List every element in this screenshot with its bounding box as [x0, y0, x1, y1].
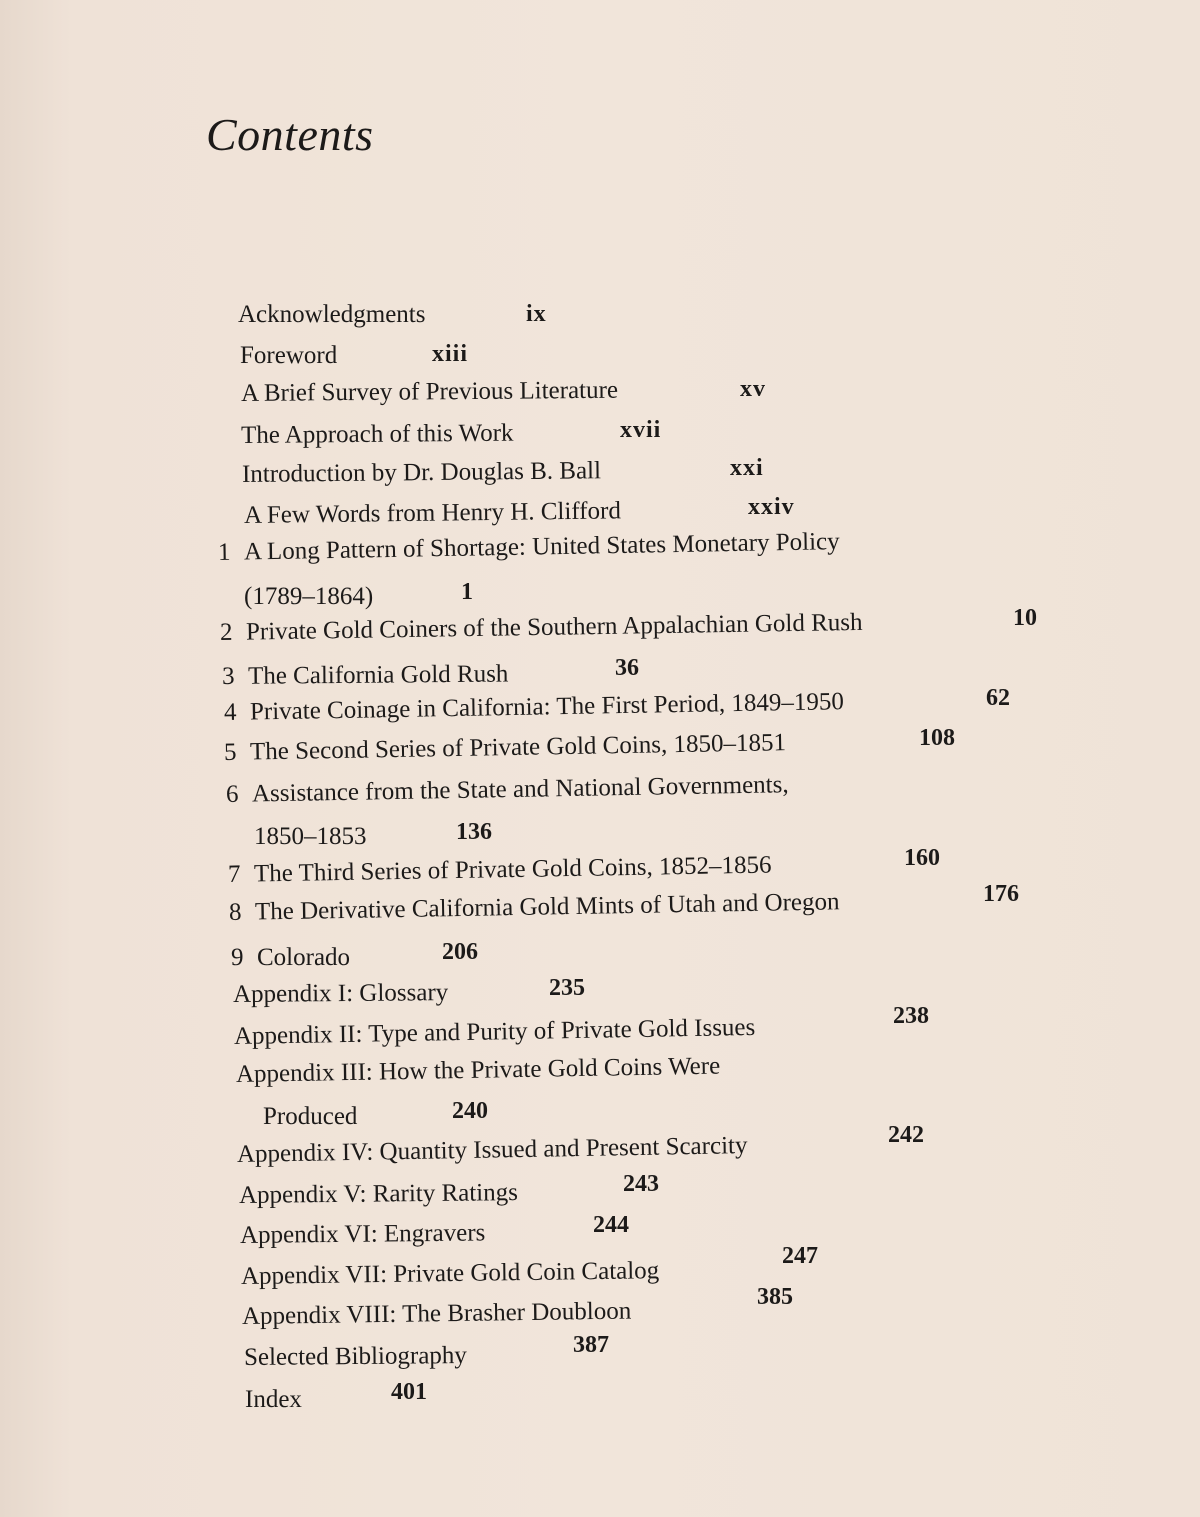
toc-entry-label: A Few Words from Henry H. Clifford — [243, 497, 622, 529]
toc-entry-appendix-8 — [242, 1299, 632, 1329]
toc-entry-chapter-9 — [231, 945, 350, 970]
toc-page-number: 176 — [983, 881, 1019, 907]
toc-entry-label: The Derivative California Gold Mints of Utah and Oregon — [254, 888, 840, 926]
toc-entry-chapter-8 — [229, 889, 840, 925]
toc-entry-index — [245, 1387, 302, 1412]
toc-entry-label: Appendix VIII: The Brasher Doubloon — [241, 1297, 632, 1330]
toc-entry-label: The Second Series of Private Gold Coins, 1850–1851 — [249, 729, 787, 766]
toc-page-number: xiii — [432, 341, 469, 367]
toc-entry-label: The California Gold Rush — [247, 660, 509, 690]
toc-entry-chapter-3 — [222, 662, 509, 689]
toc-entry-chapter-1 — [218, 529, 840, 565]
toc-entry-few-words — [244, 498, 621, 528]
toc-entry-label: Appendix VII: Private Gold Coin Catalog — [240, 1257, 660, 1290]
toc-entry-introduction — [242, 458, 601, 487]
toc-entry-label: Private Coinage in California: The First Period, 1849–1950 — [249, 688, 845, 726]
toc-page-number: 238 — [893, 1003, 929, 1029]
toc-entry-label: Index — [245, 1386, 302, 1413]
toc-entry-chapter-6 — [226, 772, 789, 807]
toc-entry-label: Selected Bibliography — [243, 1342, 467, 1371]
toc-entry-label: Appendix I: Glossary — [232, 979, 449, 1008]
toc-entry-label: The Third Series of Private Gold Coins, 1852–1856 — [253, 851, 772, 888]
toc-entry-label-continued: 1850–1853 — [254, 823, 367, 850]
toc-page-number: xxiv — [748, 494, 795, 520]
toc-chapter-number: 5 — [223, 738, 237, 766]
toc-entry-label-continued: (1789–1864) — [244, 583, 374, 610]
toc-entry-bibliography — [244, 1343, 467, 1370]
toc-page-number: xv — [740, 376, 766, 402]
toc-entry-appendix-5 — [239, 1180, 518, 1208]
toc-entry-chapter-5 — [224, 730, 786, 765]
toc-entry-label: Appendix V: Rarity Ratings — [238, 1179, 519, 1209]
toc-page-number: 10 — [1013, 605, 1037, 631]
toc-entry-chapter-7 — [228, 853, 772, 887]
toc-entry-approach — [241, 421, 514, 448]
toc-entry-chapter-2 — [220, 610, 863, 645]
toc-entry-label: Appendix VI: Engravers — [239, 1219, 486, 1249]
toc-chapter-number: 9 — [231, 944, 244, 971]
toc-entry-appendix-3-continued — [263, 1104, 357, 1129]
toc-page-number: ix — [526, 301, 547, 327]
toc-entry-label: Foreword — [240, 342, 338, 369]
toc-page-number: 243 — [623, 1171, 659, 1197]
toc-entry-acknowledgments — [238, 302, 425, 327]
toc-entry-chapter-6-continued — [254, 824, 367, 849]
toc-chapter-number: 1 — [217, 538, 231, 566]
toc-entry-label: Colorado — [257, 944, 351, 971]
toc-entry-label: Appendix IV: Quantity Issued and Present Scarcity — [236, 1132, 748, 1168]
toc-entry-label: A Long Pattern of Shortage: United States Monetary Policy — [243, 528, 840, 566]
toc-page-number: xvii — [620, 417, 662, 443]
toc-chapter-number: 7 — [227, 860, 241, 888]
toc-entry-label: Assistance from the State and National Governments, — [251, 771, 789, 808]
toc-entry-label: Appendix II: Type and Purity of Private Gold Issues — [233, 1013, 756, 1050]
toc-entry-appendix-1 — [233, 980, 448, 1007]
toc-chapter-number: 4 — [223, 698, 237, 726]
toc-entry-label: The Approach of this Work — [240, 419, 514, 449]
toc-chapter-number: 3 — [221, 662, 235, 690]
toc-entry-label: Appendix III: How the Private Gold Coins Were — [235, 1052, 721, 1088]
toc-entry-label: Introduction by Dr. Douglas B. Ball — [241, 457, 602, 488]
toc-entry-brief-survey — [241, 378, 618, 406]
toc-page-number: 247 — [782, 1243, 818, 1269]
toc-page-number: 36 — [615, 655, 639, 681]
toc-chapter-number: 6 — [225, 780, 239, 808]
toc-page-number: 62 — [986, 685, 1010, 711]
toc-entry-chapter-4 — [224, 689, 844, 725]
toc-page-number: 242 — [888, 1122, 924, 1148]
toc-entry-appendix-6 — [240, 1220, 486, 1248]
page-title: Contents — [206, 109, 374, 160]
toc-page-number: 401 — [391, 1379, 427, 1405]
toc-entry-appendix-2 — [234, 1015, 756, 1049]
toc-page-number: 244 — [593, 1212, 629, 1238]
toc-entry-label: Private Gold Coiners of the Southern Appalachian Gold Rush — [245, 608, 863, 646]
toc-entry-appendix-7 — [241, 1258, 660, 1289]
toc-entry-appendix-4 — [237, 1133, 748, 1167]
toc-page-number: xxi — [730, 455, 764, 481]
toc-page-number: 387 — [573, 1332, 609, 1358]
toc-entry-appendix-3 — [236, 1054, 721, 1087]
toc-chapter-number: 2 — [219, 618, 233, 646]
toc-page-number: 240 — [452, 1098, 488, 1124]
toc-page-number: 206 — [442, 939, 478, 965]
toc-entry-label-continued: Produced — [263, 1103, 358, 1130]
toc-entry-label: Acknowledgments — [238, 301, 426, 328]
toc-page-number: 235 — [549, 975, 585, 1001]
toc-page-number: 108 — [919, 725, 955, 751]
toc-page-number: 136 — [456, 819, 492, 845]
toc-chapter-number: 8 — [228, 898, 242, 926]
toc-entry-chapter-1-continued — [244, 584, 373, 609]
toc-page-number: 160 — [904, 845, 940, 871]
toc-entry-foreword — [240, 343, 337, 368]
toc-entry-label: A Brief Survey of Previous Literature — [240, 376, 619, 407]
toc-page-number: 1 — [461, 579, 473, 605]
toc-page-number: 385 — [757, 1284, 793, 1310]
